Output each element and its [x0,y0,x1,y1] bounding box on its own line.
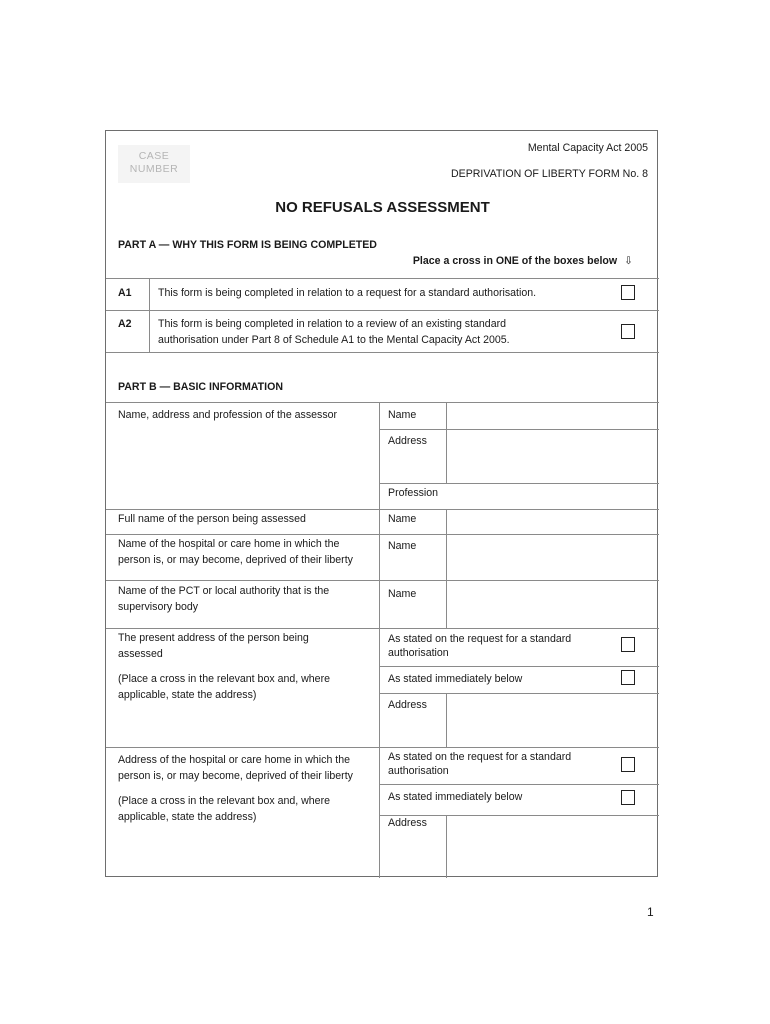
present-address-option-below: As stated immediately below [388,673,523,685]
row-code: A1 [118,287,132,299]
person-name-label: Name [388,513,417,525]
assessor-address-field[interactable] [447,430,658,483]
row-text: authorisation under Part 8 of Schedule A1 to the Mental Capacity Act 2005. [158,334,510,346]
page-title: NO REFUSALS ASSESSMENT [275,199,490,216]
hospital-address-label: Address of the hospital or care home in which the [118,754,351,766]
assessor-address-label: Address [388,435,427,447]
person-label: Full name of the person being assessed [118,513,306,525]
present-address-label: The present address of the person being [118,632,309,644]
pct-label: Name of the PCT or local authority that is the [118,585,330,597]
row-code: A2 [118,318,132,330]
deprivation-of-liberty-form [105,130,658,877]
a2-checkbox[interactable] [621,324,635,339]
hospital-address-label: person is, or may become, deprived of their liberty [118,770,353,782]
present-address-note: (Place a cross in the relevant box and, where [118,673,330,685]
divider [379,402,380,878]
down-arrow-icon: ⇩ [624,255,633,267]
a1-checkbox[interactable] [621,285,635,300]
form-id: DEPRIVATION OF LIBERTY FORM No. 8 [450,168,648,180]
divider [106,628,659,629]
hospital-address-address-label: Address [388,817,427,829]
option-text: authorisation [388,646,449,659]
present-address-request-checkbox[interactable] [621,637,635,652]
page-number: 1 [647,905,654,919]
hospital-address-option-below: As stated immediately below [388,791,523,803]
hospital-address-option-request [388,751,571,778]
option-text: As stated on the request for a standard [388,751,572,763]
hospital-address-note: applicable, state the address) [118,811,257,823]
part-a-instruction-text: Place a cross in ONE of the boxes below [412,255,618,267]
assessor-profession-label: Profession [388,487,439,499]
divider [379,784,659,785]
present-address-label: assessed [118,648,163,660]
present-address-below-checkbox[interactable] [621,670,635,685]
pct-label: supervisory body [118,601,199,613]
hospital-address-field[interactable] [447,816,658,877]
assessor-label: Name, address and profession of the assessor [118,409,338,421]
option-text: authorisation [388,764,449,777]
act-name: Mental Capacity Act 2005 [527,142,648,154]
hospital-address-below-checkbox[interactable] [621,790,635,805]
hospital-address-note: (Place a cross in the relevant box and, where [118,795,330,807]
row-text: This form is being completed in relation to a request for a standard authorisation. [158,287,537,299]
hospital-name-label: Name [388,540,417,552]
divider [379,666,659,667]
hospital-address-request-checkbox[interactable] [621,757,635,772]
part-a-heading: PART A — WHY THIS FORM IS BEING COMPLETED [118,239,377,251]
person-name-field[interactable] [447,510,658,534]
assessor-name-label: Name [388,409,417,421]
option-text: As stated on the request for a standard [388,633,572,645]
present-address-field[interactable] [447,694,658,747]
assessor-name-field[interactable] [447,403,658,429]
divider [106,352,659,353]
divider [106,278,659,279]
hospital-label: Name of the hospital or care home in which the [118,538,340,550]
divider [106,310,659,311]
part-a-instruction [413,254,633,270]
hospital-label: person is, or may become, deprived of their liberty [118,554,353,566]
part-b-heading: PART B — BASIC INFORMATION [118,381,283,393]
present-address-note: applicable, state the address) [118,689,257,701]
divider [106,747,659,748]
pct-name-label: Name [388,588,417,600]
assessor-profession-field[interactable] [447,484,658,509]
present-address-address-label: Address [388,699,427,711]
pct-name-field[interactable] [447,581,658,628]
row-text: This form is being completed in relation to a review of an existing standard [158,318,507,330]
hospital-name-field[interactable] [447,535,658,580]
present-address-option-request [388,633,571,660]
divider [149,278,150,352]
case-number-placeholder: CASE NUMBER [118,145,190,183]
